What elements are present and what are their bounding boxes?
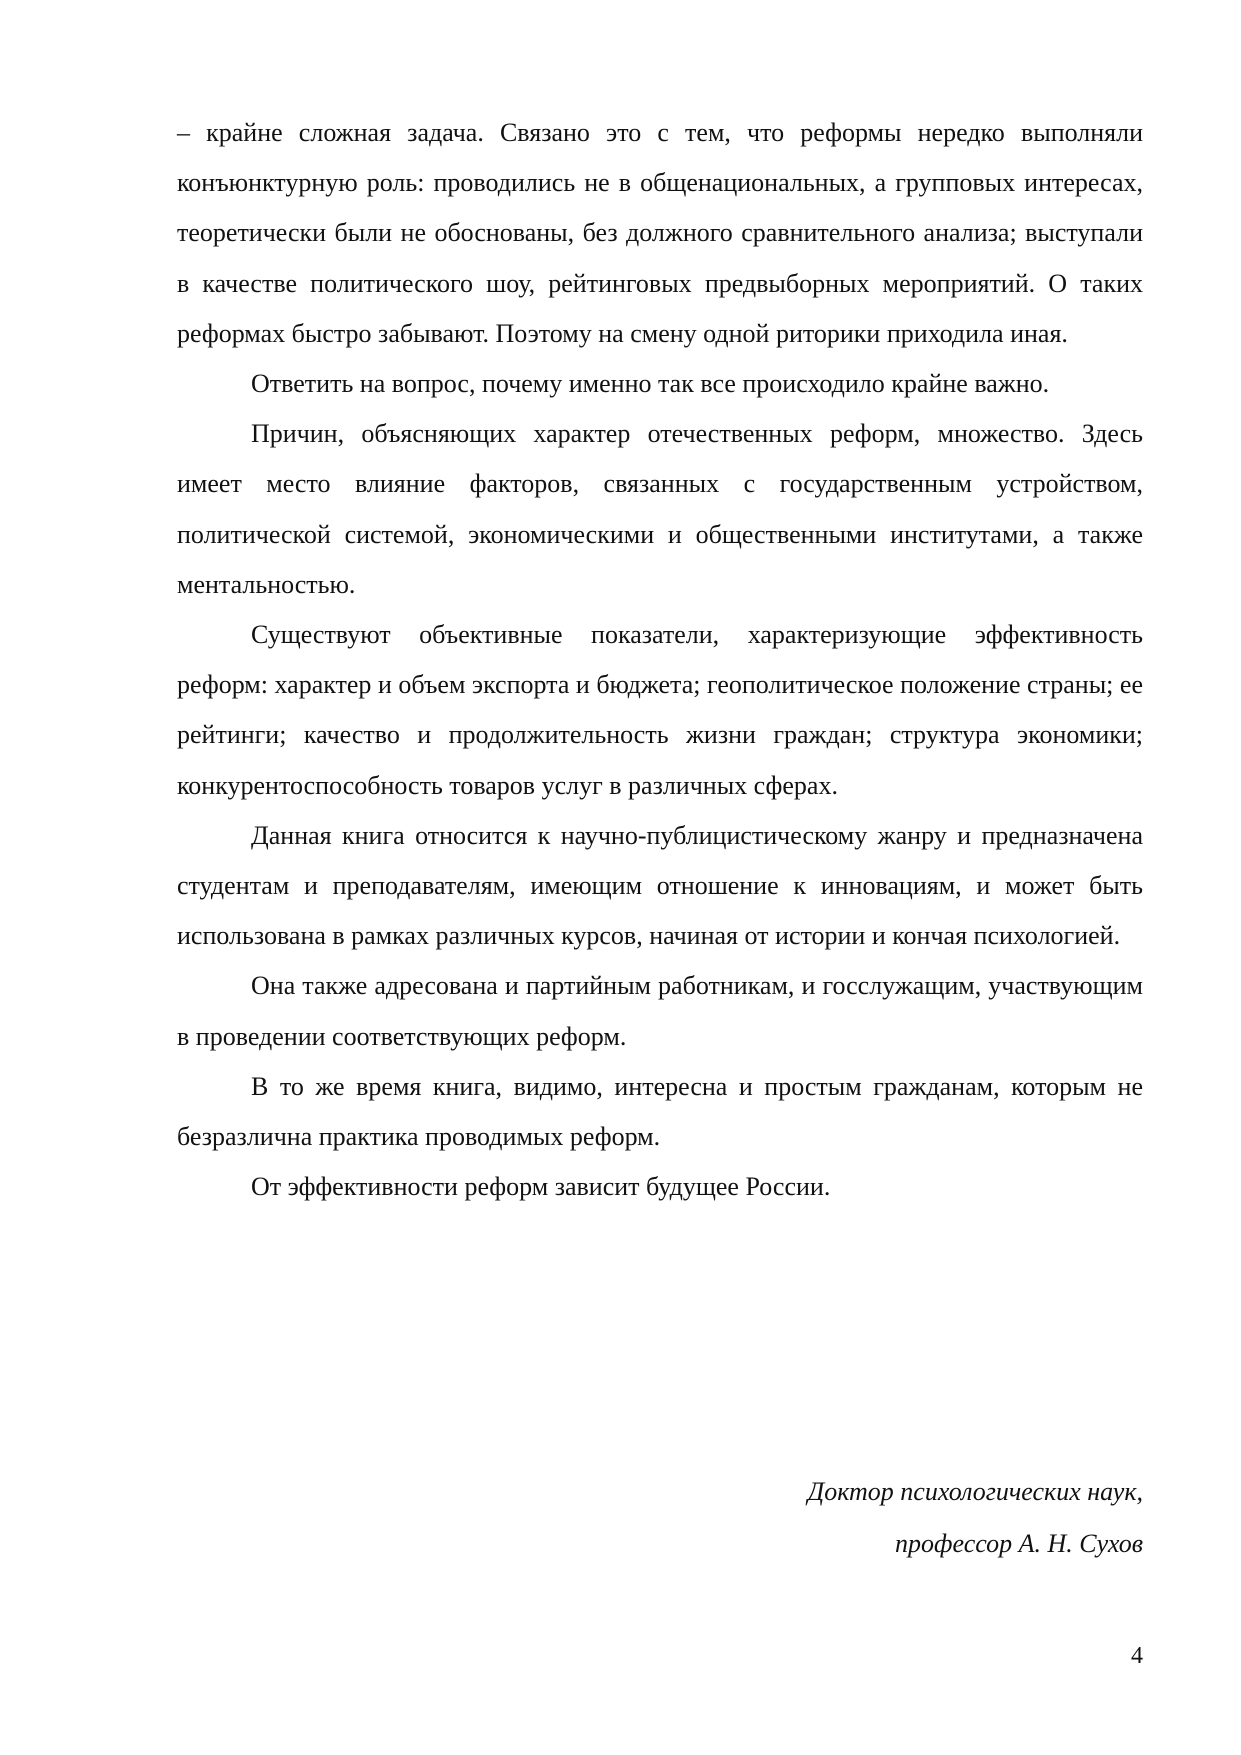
paragraph-continuation: – крайне сложная задача. Связано это с тем, что реформы нередко выполняли конъюнктурную роль: проводились не в общенациональных, а групповых интересах, теоретически были не обоснованы, без должного сравнительного анализа; выступали в качестве политического шоу, рейтинговых предвыборных мероприятий. О таких реформах быстро забывают. Поэтому на смену одной риторики приходила иная. bbox=[177, 118, 1143, 348]
page-number: 4 bbox=[1131, 1643, 1143, 1669]
paragraph: Данная книга относится к научно-публицистическому жанру и предназначена студентам и преподавателям, имеющим отношение к инновациям, и может быть использована в рамках различных курсов, начиная от истории и кончая психологией. bbox=[177, 820, 1143, 951]
paragraph: Ответить на вопрос, почему именно так все происходило крайне важно. bbox=[251, 369, 1050, 399]
paragraph: В то же время книга, видимо, интересна и простым гражданам, которым не безразлична практика проводимых реформ. bbox=[177, 1071, 1143, 1152]
paragraph: Она также адресована и партийным работникам, и госслужащим, участвующим в проведении соответствующих реформ. bbox=[177, 971, 1143, 1051]
signature-name: профессор А. Н. Сухов bbox=[895, 1529, 1143, 1558]
signature-title: Доктор психологических наук, bbox=[807, 1477, 1143, 1506]
paragraph: Причин, объясняющих характер отечественных реформ, множество. Здесь имеет место влияние факторов, связанных с государственным устройством, политической системой, экономическими и общественными институтами, а также ментальностью. bbox=[177, 419, 1143, 599]
paragraph: От эффективности реформ зависит будущее России. bbox=[251, 1172, 831, 1202]
paragraph: Существуют объективные показатели, характеризующие эффективность реформ: характер и объем экспорта и бюджета; геополитическое положение страны; ее рейтинги; качество и продолжительность жизни граждан; структура экономики; конкурентоспособность товаров услуг в различных сферах. bbox=[177, 620, 1143, 800]
author-signature bbox=[177, 1466, 1143, 1570]
document-body bbox=[177, 108, 1143, 1212]
